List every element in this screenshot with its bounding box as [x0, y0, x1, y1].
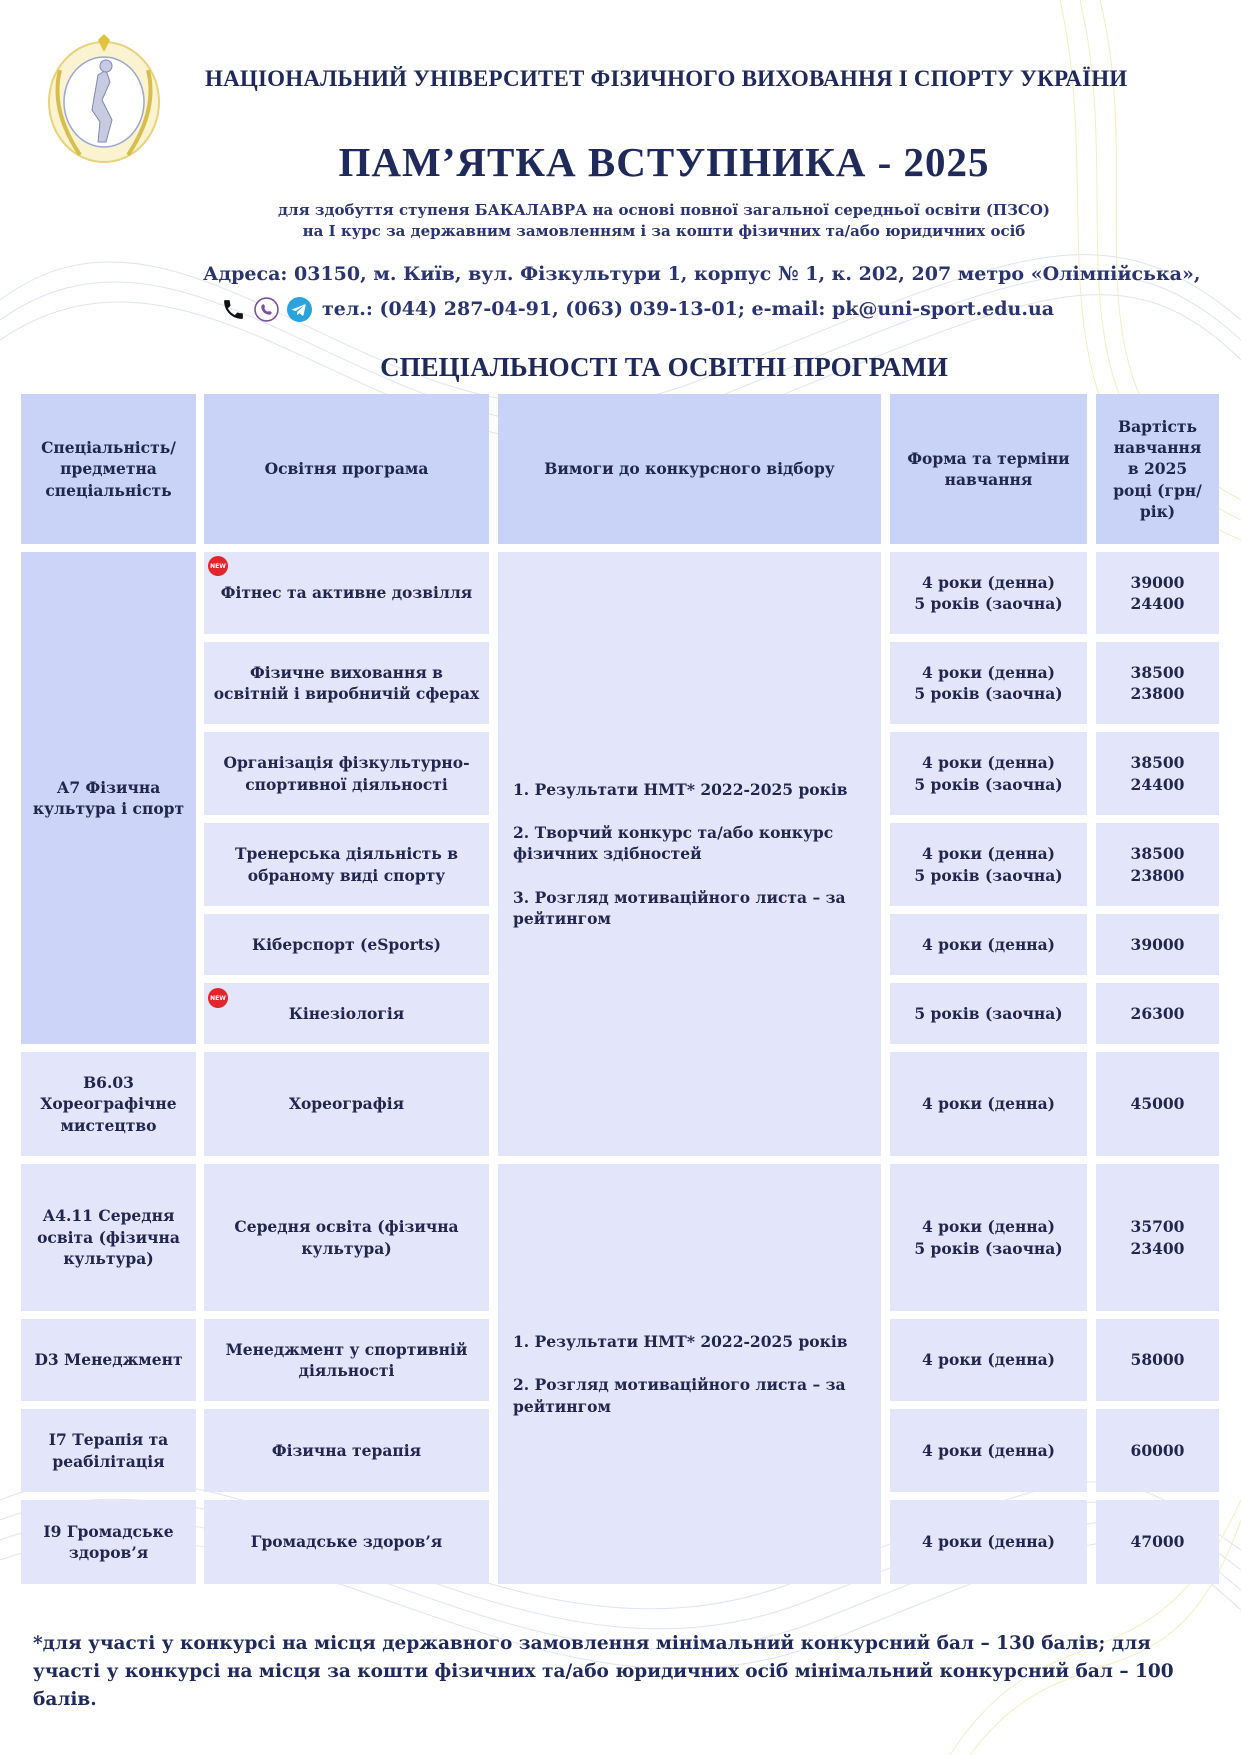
requirement-item: 2. Розгляд мотиваційного листа – за рейтингом: [513, 1375, 846, 1416]
requirement-item: 1. Результати НМТ* 2022-2025 років: [513, 779, 848, 799]
specialty-a4-11: А4.11 Середня освіта (фізична культура): [21, 1164, 196, 1311]
page-title: ПАМ’ЯТКА ВСТУПНИКА - 2025: [338, 139, 990, 185]
form-cell: 4 роки (денна) 5 років (заочна): [890, 552, 1087, 634]
requirements-group-2: [498, 1164, 881, 1584]
form-cell: 4 роки (денна) 5 років (заочна): [890, 732, 1087, 815]
address: Адреса: 03150, м. Київ, вул. Фізкультури 1, корпус № 1, к. 202, 207 метро «Олімпійська»,: [203, 263, 1201, 285]
cost-cell: 47000: [1096, 1500, 1219, 1584]
form-cell: 4 роки (денна): [890, 914, 1087, 975]
header-cost: Вартість навчання в 2025 році (грн/рік): [1096, 394, 1219, 544]
requirement-item: 3. Розгляд мотиваційного листа – за рейтингом: [513, 887, 846, 929]
contacts-row: [221, 293, 1221, 325]
header-requirements: Вимоги до конкурсного відбору: [498, 394, 881, 544]
form-cell: 4 роки (денна) 5 років (заочна): [890, 642, 1087, 724]
header-program: Освітня програма: [204, 394, 489, 544]
specialty-b6-03: В6.03 Хореографічне мистецтво: [21, 1052, 196, 1156]
cost-cell: 35700 23400: [1096, 1164, 1219, 1311]
university-name: НАЦІОНАЛЬНИЙ УНІВЕРСИТЕТ ФІЗИЧНОГО ВИХОВАННЯ І СПОРТУ УКРАЇНИ: [205, 66, 1128, 91]
program-cell: Середня освіта (фізична культура): [204, 1164, 489, 1311]
form-cell: 4 роки (денна): [890, 1319, 1087, 1401]
cost-cell: 38500 23800: [1096, 823, 1219, 906]
program-cell: Фітнес та активне дозвілля: [204, 552, 489, 634]
header-specialty: Спеціальність/ предметна спеціальність: [21, 394, 196, 544]
subtitle-line-1: для здобуття ступеня БАКАЛАВРА на основі повної загальної середньої освіти (ПЗСО): [278, 201, 1050, 219]
cost-cell: 58000: [1096, 1319, 1219, 1401]
cost-cell: 38500 24400: [1096, 732, 1219, 815]
cost-cell: 45000: [1096, 1052, 1219, 1156]
new-badge: NEW: [208, 556, 228, 576]
phone-icon[interactable]: [221, 297, 246, 322]
contacts-text: тел.: (044) 287-04-91, (063) 039-13-01; e-mail: pk@uni-sport.edu.ua: [322, 298, 1055, 320]
program-cell: Організація фізкультурно-спортивної діяльності: [204, 732, 489, 815]
program-cell: Хореографія: [204, 1052, 489, 1156]
cost-cell: 26300: [1096, 983, 1219, 1044]
cost-cell: 39000: [1096, 914, 1219, 975]
telegram-icon[interactable]: [287, 297, 312, 322]
specialty-d3: D3 Менеджмент: [21, 1319, 196, 1401]
new-badge: NEW: [208, 988, 228, 1008]
form-cell: 4 роки (денна) 5 років (заочна): [890, 1164, 1087, 1311]
program-cell: Кінезіологія: [204, 983, 489, 1044]
specialty-i9: I9 Громадське здоров’я: [21, 1500, 196, 1584]
cost-cell: 60000: [1096, 1409, 1219, 1492]
specialty-a7: А7 Фізична культура і спорт: [21, 552, 196, 1044]
requirement-item: 2. Творчий конкурс та/або конкурс фізичних здібностей: [513, 822, 834, 864]
section-title: СПЕЦІАЛЬНОСТІ ТА ОСВІТНІ ПРОГРАМИ: [380, 352, 948, 382]
program-cell: Фізичне виховання в освітній і виробничій сферах: [204, 642, 489, 724]
footnote: *для участі у конкурсі на місця державного замовлення мінімальний конкурсний бал – 130 балів; для участі у конкурсі на місця за кошти фізичних та/або юридичних осіб мінімальний конкурсний бал – 100 балів.: [33, 1633, 1174, 1710]
requirement-item: 1. Результати НМТ* 2022-2025 років: [513, 1331, 848, 1351]
program-cell: Громадське здоров’я: [204, 1500, 489, 1584]
form-cell: 5 років (заочна): [890, 983, 1087, 1044]
form-cell: 4 роки (денна) 5 років (заочна): [890, 823, 1087, 906]
form-cell: 4 роки (денна): [890, 1500, 1087, 1584]
program-cell: Кіберспорт (eSports): [204, 914, 489, 975]
specialty-i7: I7 Терапія та реабілітація: [21, 1409, 196, 1492]
form-cell: 4 роки (денна): [890, 1409, 1087, 1492]
program-cell: Менеджмент у спортивній діяльності: [204, 1319, 489, 1401]
program-cell: Тренерська діяльність в обраному виді спорту: [204, 823, 489, 906]
program-cell: Фізична терапія: [204, 1409, 489, 1492]
cost-cell: 39000 24400: [1096, 552, 1219, 634]
requirements-group-1: [498, 552, 881, 1156]
viber-icon[interactable]: [254, 297, 279, 322]
subtitle-line-2: на І курс за державним замовленням і за кошти фізичних та/або юридичних осіб: [302, 222, 1026, 240]
form-cell: 4 роки (денна): [890, 1052, 1087, 1156]
cost-cell: 38500 23800: [1096, 642, 1219, 724]
header-form: Форма та терміни навчання: [890, 394, 1087, 544]
